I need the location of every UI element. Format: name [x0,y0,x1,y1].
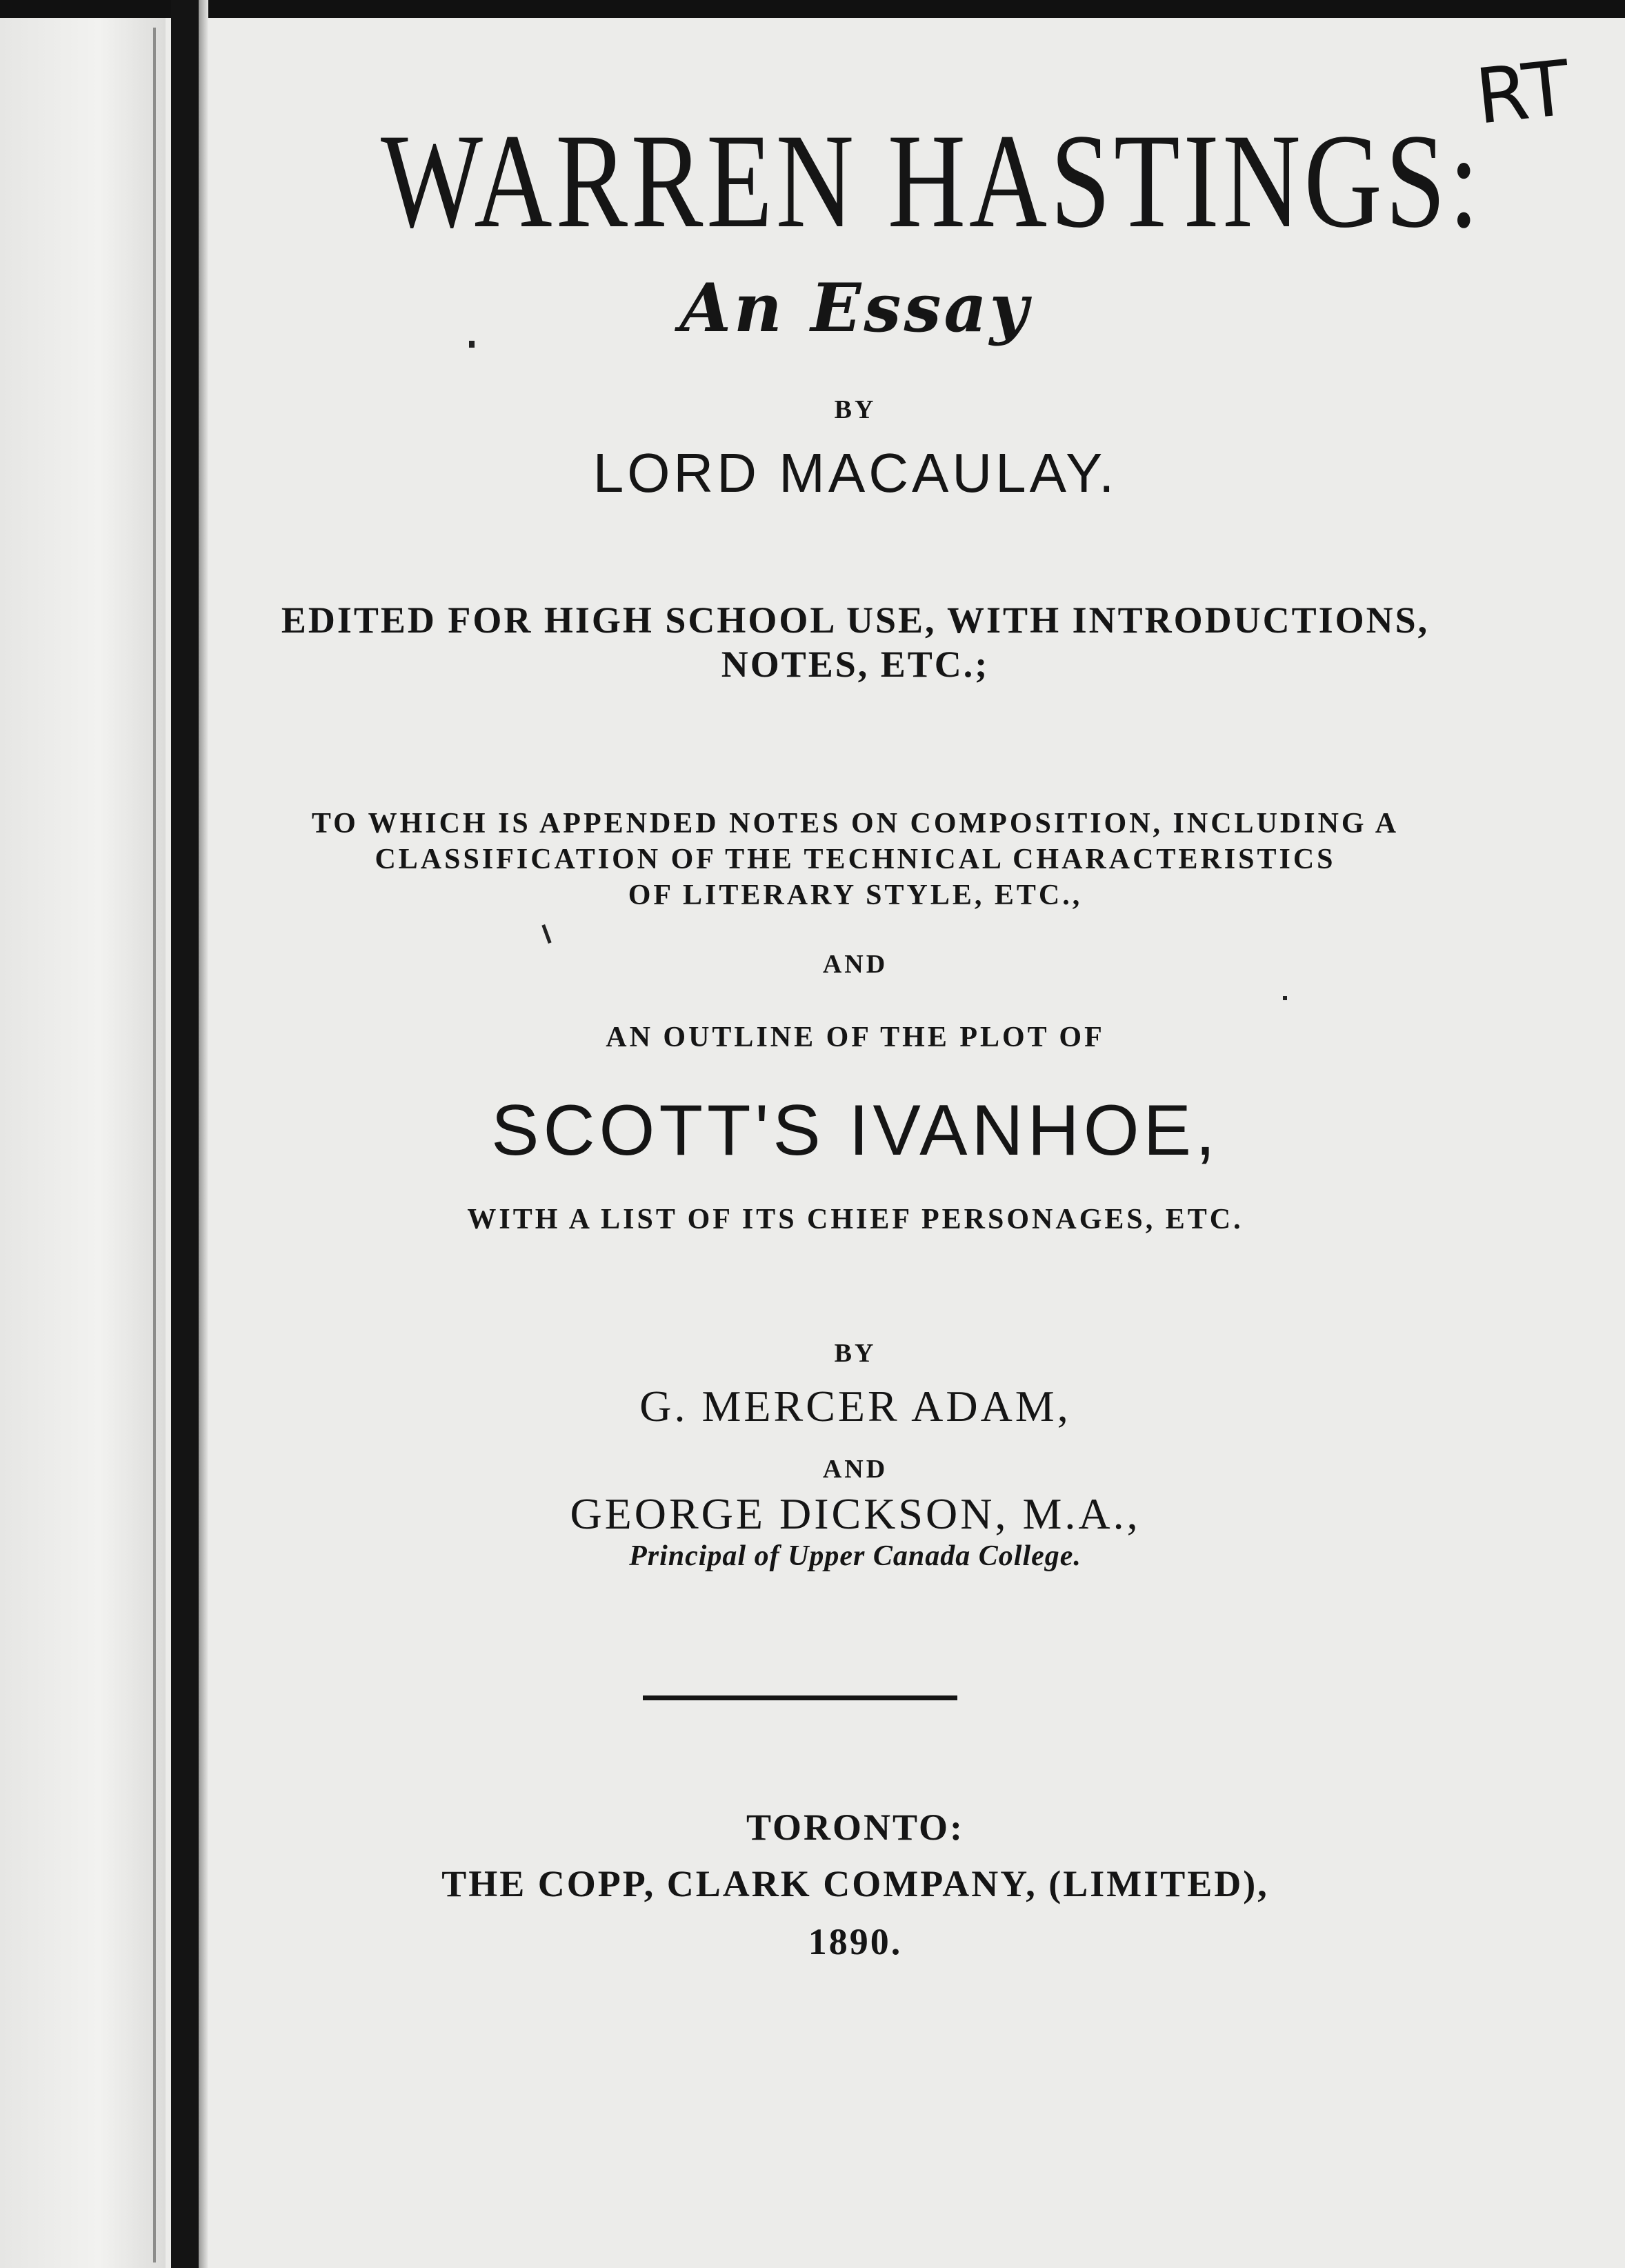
scan-speck [541,924,551,944]
work-title: SCOTT'S IVANHOE, [491,1091,1219,1171]
and-label-1: AND [822,950,888,979]
editor-2-name: GEORGE DICKSON, M.A., [570,1489,1141,1538]
and-label-2: AND [822,1455,888,1484]
scan-speck [469,341,475,348]
scan-top-border [0,0,1625,18]
appended-line-2: CLASSIFICATION OF THE TECHNICAL CHARACTERISTICS [375,844,1336,875]
appended-line-3: OF LITERARY STYLE, ETC., [628,879,1083,911]
with-list-line: WITH A LIST OF ITS CHIEF PERSONAGES, ETC. [467,1204,1244,1235]
editor-1-name: G. MERCER ADAM, [639,1382,1071,1431]
gutter-shadow [199,0,208,2268]
separator-rule [643,1695,957,1700]
book-subtitle: An Essay [679,269,1031,347]
by-label-author: BY [834,395,877,424]
author-name: LORD MACAULAY. [592,442,1118,504]
edited-line-2: NOTES, ETC.; [721,644,990,685]
scan-speck [1283,996,1287,1000]
page-crease [153,28,156,2262]
edited-line-1: EDITED FOR HIGH SCHOOL USE, WITH INTRODUCTIONS, [281,599,1430,641]
editor-2-title: Principal of Upper Canada College. [629,1540,1081,1572]
outline-line: AN OUTLINE OF THE PLOT OF [606,1022,1105,1053]
book-title: WARREN HASTINGS: [381,106,1482,256]
publisher-name: THE COPP, CLARK COMPANY, (LIMITED), [441,1863,1269,1904]
appended-line-1: TO WHICH IS APPENDED NOTES ON COMPOSITION, INCLUDING A [311,808,1399,839]
facing-page-edge [0,18,166,2268]
by-label-editors: BY [834,1339,877,1368]
publication-year: 1890. [808,1921,903,1962]
binding-gutter [171,0,199,2268]
publisher-city: TORONTO: [746,1807,965,1848]
handwritten-annotation: RT [1471,43,1574,141]
